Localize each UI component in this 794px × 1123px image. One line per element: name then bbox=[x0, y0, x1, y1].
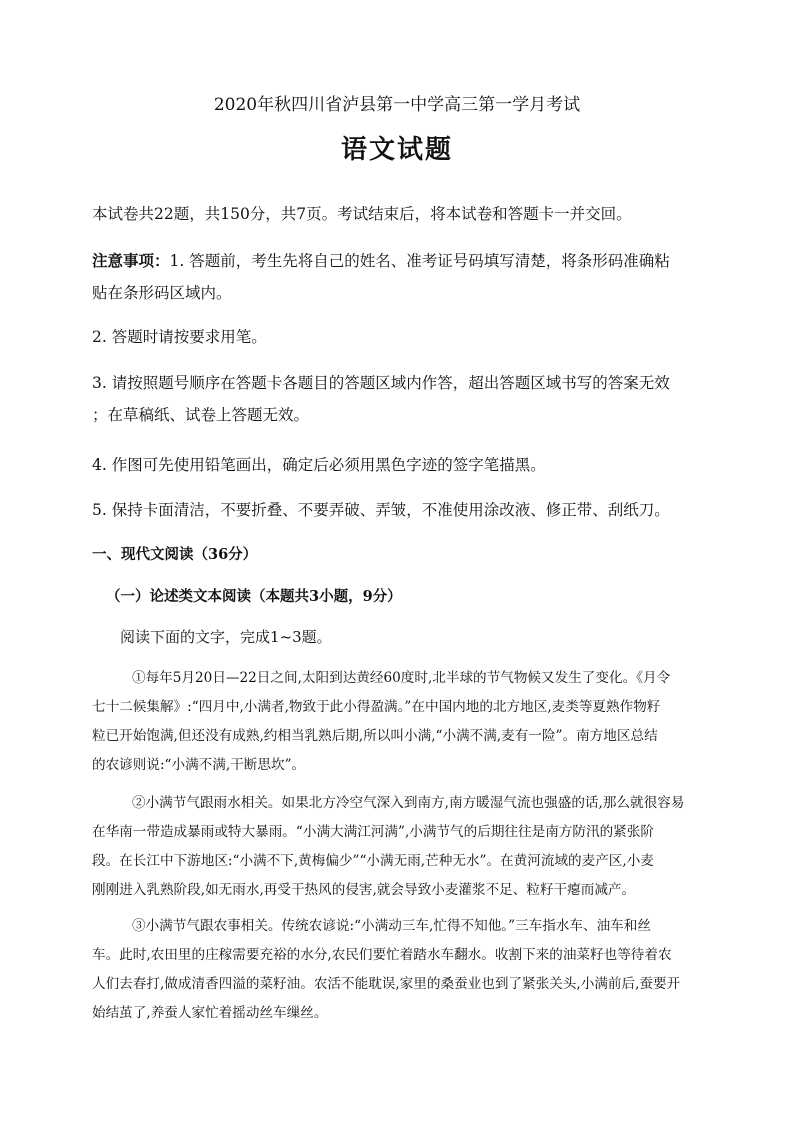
notes-item2: 2. 答题时请按要求用笔。 bbox=[92, 328, 267, 346]
passage-paragraph-3 bbox=[92, 912, 704, 1028]
passage-line: 人们去春打,做成清香四溢的菜籽油。农活不能耽误,家里的桑蚕业也到了紧张关头,小满前后,蚕要开 bbox=[92, 976, 681, 992]
exam-subtitle: 2020年秋四川省泸县第一中学高三第一学月考试 bbox=[213, 95, 581, 115]
passage-line: 在华南一带造成暴雨或特大暴雨。“小满大满江河满”,小满节气的后期往往是南方防汛的紧张阶 bbox=[92, 824, 654, 840]
notes-item5: 5. 保持卡面清洁，不要折叠、不要弄破、弄皱，不准使用涂改液、修正带、刮纸刀。 bbox=[92, 501, 670, 519]
notes-item1-line2: 贴在条形码区域内。 bbox=[92, 284, 232, 302]
passage-line: 七十二候集解》:“四月中,小满者,物致于此小得盈满。”在中国内地的北方地区,麦类等夏熟作物籽 bbox=[92, 699, 661, 715]
passage-line: 的农谚则说:“小满不满,干断思坎”。 bbox=[92, 757, 306, 773]
notes-item3-line1: 3. 请按照题号顺序在答题卡各题目的答题区域内作答，超出答题区域书写的答案无效 bbox=[92, 374, 670, 392]
passage-line: 段。在长江中下游地区:“小满不下,黄梅偏少”“小满无雨,芒种无水”。在黄河流域的麦产区,小麦 bbox=[92, 853, 654, 869]
passage-paragraph-2 bbox=[92, 789, 704, 905]
passage-line: 始结茧了,养蚕人家忙着摇动丝车缫丝。 bbox=[92, 1005, 328, 1021]
passage-line: ①每年5月20日—22日之间,太阳到达黄经60度时,北半球的节气物候又发生了变化。《月令 bbox=[132, 670, 671, 686]
page-title: 语文试题 bbox=[340, 135, 453, 165]
notes-label: 注意事项： bbox=[92, 251, 170, 270]
subsection-heading: （一）论述类文本阅读（本题共3小题，9分） bbox=[106, 588, 402, 605]
intro-text: 本试卷共22题，共150分，共7页。考试结束后，将本试卷和答题卡一并交回。 bbox=[92, 205, 632, 223]
section-heading: 一、现代文阅读（36分） bbox=[92, 546, 258, 563]
passage-line: ③小满节气跟农事相关。传统农谚说:“小满动三车,忙得不知他。”三车指水车、油车和丝 bbox=[132, 918, 651, 934]
passage-line: 车。此时,农田里的庄稼需要充裕的水分,农民们要忙着踏水车翻水。收割下来的油菜籽也等待着农 bbox=[92, 947, 672, 963]
passage-paragraph-1 bbox=[92, 664, 704, 780]
passage-line: 刚刚进入乳熟阶段,如无雨水,再受干热风的侵害,就会导致小麦灌浆不足、粒籽干瘪而减产。 bbox=[92, 882, 636, 898]
notes-item4: 4. 作图可先使用铅笔画出，确定后必须用黑色字迹的签字笔描黑。 bbox=[92, 456, 546, 474]
passage-line: ②小满节气跟雨水相关。如果北方冷空气深入到南方,南方暖湿气流也强盛的话,那么就很容易 bbox=[132, 795, 685, 811]
notes-item1-text: 1. 答题前，考生先将自己的姓名、准考证号码填写清楚，将条形码准确粘 bbox=[169, 252, 670, 270]
notes-item3-line2: ；在草稿纸、试卷上答题无效。 bbox=[92, 406, 310, 424]
passage-line: 粒已开始饱满,但还没有成熟,约相当乳熟后期,所以叫小满,“小满不满,麦有一险”。南方地区总结 bbox=[92, 728, 658, 744]
reading-instruction: 阅读下面的文字，完成1~3题。 bbox=[120, 628, 332, 646]
notes-item1-line1 bbox=[92, 243, 712, 279]
